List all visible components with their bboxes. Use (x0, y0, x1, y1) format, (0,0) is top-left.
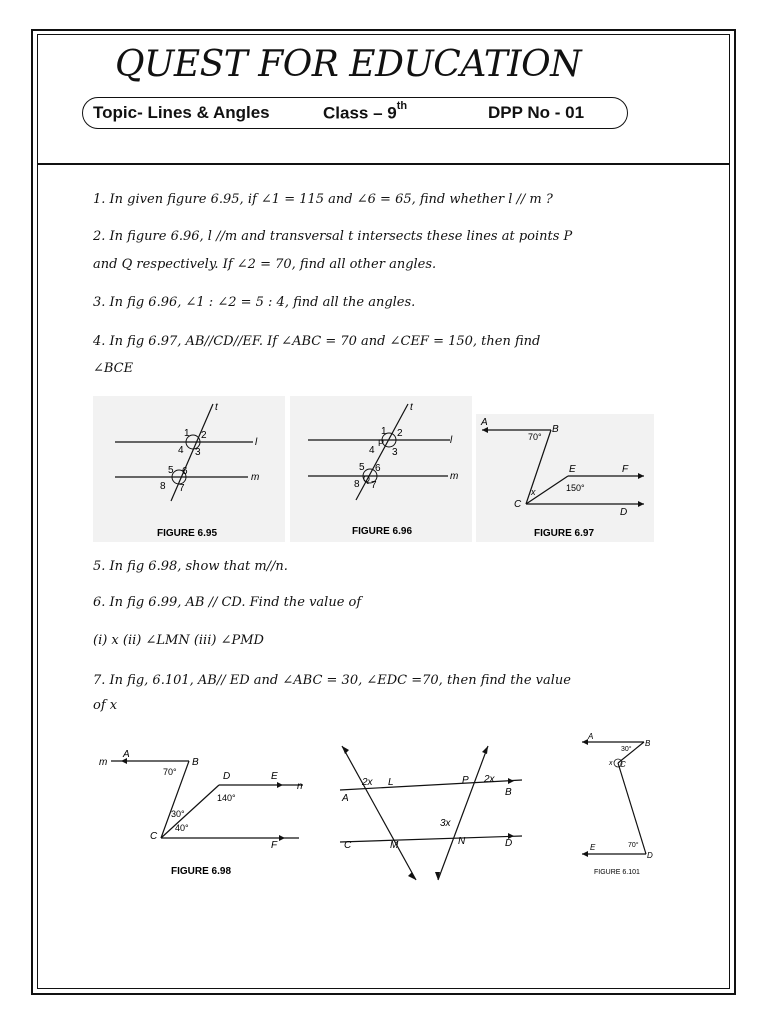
label-l: l (255, 437, 258, 448)
point-A: A (123, 749, 130, 760)
angle-x: x (609, 760, 613, 767)
label-m: m (450, 471, 459, 482)
point-E: E (590, 843, 596, 852)
point-C: C (514, 499, 522, 510)
point-B: B (552, 424, 559, 435)
question-3: 3. In fig 6.96, ∠1 : ∠2 = 5 : 4, find all the angles. (93, 295, 416, 310)
question-4-line-1: 4. In fig 6.97, AB//CD//EF. If ∠ABC = 70 and ∠CEF = 150, then find (93, 334, 541, 349)
question-2-line-1: 2. In figure 6.96, l //m and transversal t intersects these lines at points P (93, 229, 573, 244)
figure-caption: FIGURE 6.95 (157, 528, 218, 539)
label-t: t (410, 402, 413, 413)
point-E: E (569, 464, 576, 475)
question-7-line-1: 7. In fig, 6.101, AB// ED and ∠ABC = 30, ∠EDC =70, then find the value (93, 673, 571, 688)
point-F: F (622, 464, 629, 475)
angle-2x-left: 2x (362, 777, 373, 788)
point-P: P (378, 438, 385, 448)
point-B: B (192, 757, 199, 768)
angle-1: 1 (381, 426, 387, 437)
figure-6-97 (476, 414, 654, 546)
figure-6-95 (93, 396, 285, 546)
angle-8: 8 (160, 481, 166, 492)
angle-5: 5 (359, 462, 365, 473)
figure-6-101 (572, 730, 692, 884)
angle-150: 150° (566, 483, 585, 493)
question-7-line-2: of x (93, 698, 118, 713)
figure-caption: FIGURE 6.98 (171, 866, 232, 877)
point-F: F (271, 840, 278, 851)
angle-7: 7 (179, 483, 185, 494)
figure-6-99 (332, 738, 532, 888)
question-5: 5. In fig 6.98, show that m//n. (93, 559, 288, 574)
class-label (323, 100, 408, 124)
angle-30: 30° (621, 746, 632, 753)
angle-40: 40° (175, 823, 189, 833)
class-superscript: th (396, 100, 408, 112)
point-C: C (150, 831, 158, 842)
point-D: D (505, 838, 513, 849)
angle-4: 4 (178, 445, 184, 456)
angle-2x-right: 2x (484, 774, 495, 785)
question-2-line-2: and Q respectively. If ∠2 = 70, find all other angles. (93, 257, 437, 272)
angle-2: 2 (201, 430, 207, 441)
point-A: A (588, 732, 594, 741)
angle-70: 70° (163, 767, 177, 777)
angle-x: x (531, 487, 536, 497)
header-divider (37, 163, 730, 165)
figure-caption: FIGURE 6.96 (352, 526, 413, 537)
angle-5: 5 (168, 465, 174, 476)
angle-3: 3 (392, 447, 398, 458)
point-N: N (458, 836, 466, 847)
class-text: Class – 9 (323, 103, 397, 123)
figure-caption: FIGURE 6.101 (594, 869, 640, 876)
angle-4: 4 (369, 445, 375, 456)
point-E: E (271, 771, 278, 782)
dpp-number: DPP No - 01 (488, 103, 585, 122)
point-A: A (481, 417, 488, 428)
angle-3x: 3x (440, 818, 451, 829)
point-L: L (388, 777, 394, 788)
question-6: 6. In fig 6.99, AB // CD. Find the value of (93, 595, 362, 610)
angle-70: 70° (528, 432, 542, 442)
figure-caption: FIGURE 6.97 (534, 528, 595, 539)
point-P: P (462, 775, 469, 786)
point-Q: Q (363, 474, 371, 484)
angle-6: 6 (182, 466, 188, 477)
question-1: 1. In given figure 6.95, if ∠1 = 115 and ∠6 = 65, find whether l // m ? (93, 192, 553, 207)
angle-1: 1 (184, 428, 190, 439)
angle-3: 3 (195, 447, 201, 458)
point-A: A (342, 793, 349, 804)
point-M: M (390, 840, 399, 851)
point-D: D (647, 851, 653, 860)
page-title: QUEST FOR EDUCATION (115, 44, 582, 85)
angle-7: 7 (371, 480, 377, 491)
point-C: C (344, 840, 352, 851)
label-m: m (251, 472, 260, 483)
point-D: D (223, 771, 231, 782)
angle-2: 2 (397, 428, 403, 439)
topic-label: Topic- Lines & Angles (93, 103, 270, 122)
line-n: n (297, 781, 303, 792)
question-6-options: (i) x (ii) ∠LMN (iii) ∠PMD (93, 633, 264, 648)
figure-6-96 (290, 396, 472, 546)
angle-30: 30° (171, 809, 185, 819)
point-D: D (620, 507, 628, 518)
point-B: B (645, 739, 651, 748)
line-m: m (99, 757, 108, 768)
angle-8: 8 (354, 479, 360, 490)
angle-70: 70° (628, 842, 639, 849)
label-t: t (215, 402, 218, 413)
question-4-line-2: ∠BCE (93, 361, 134, 376)
label-l: l (450, 435, 453, 446)
point-C: C (620, 760, 626, 769)
point-B: B (505, 787, 512, 798)
angle-6: 6 (375, 463, 381, 474)
figure-6-98 (93, 742, 309, 886)
angle-140: 140° (217, 793, 236, 803)
